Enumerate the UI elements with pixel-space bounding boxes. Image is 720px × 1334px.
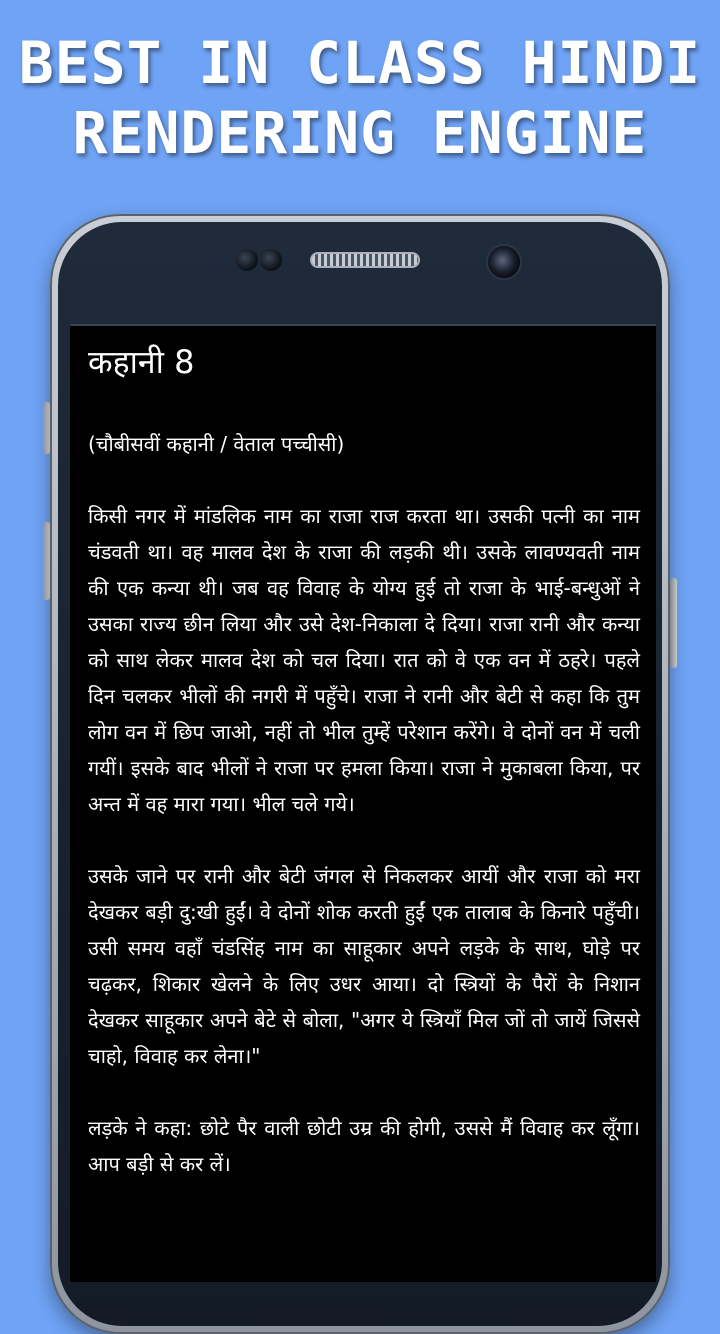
power-button bbox=[670, 578, 677, 668]
story-paragraph: लड़के ने कहा: छोटे पैर वाली छोटी उम्र की होगी, उससे मैं विवाह कर लूँगा। आप बड़ी से कर लें। bbox=[88, 1116, 640, 1176]
story-subtitle: (चौबीसवीं कहानी / वेताल पच्चीसी) bbox=[88, 432, 345, 456]
story-content bbox=[88, 340, 640, 1218]
volume-up-button bbox=[43, 402, 50, 454]
headline-line-2: RENDERING ENGINE bbox=[72, 99, 648, 167]
reader-screen[interactable] bbox=[70, 324, 656, 1282]
headline-line-1: BEST IN CLASS HINDI bbox=[18, 29, 702, 97]
speaker-grille-icon bbox=[310, 252, 420, 268]
promo-headline bbox=[0, 28, 720, 168]
volume-down-button bbox=[43, 522, 50, 600]
front-camera-icon bbox=[486, 244, 522, 280]
light-sensor-icon bbox=[260, 249, 282, 271]
story-title: कहानी 8 bbox=[88, 343, 195, 381]
story-paragraph: किसी नगर में मांडलिक नाम का राजा राज करता था। उसकी पत्नी का नाम चंडवती था। वह मालव देश के राजा की लड़की थी। उसके लावण्यवती नाम की एक कन्या थी। जब वह विवाह के योग्य हुई तो राजा के भाई-बन्धुओं ने उसका राज्य छीन लिया और उसे देश-निकाला दे दिया। राजा रानी और कन्या को साथ लेकर मालव देश को चल दिया। रात को वे एक वन में ठहरे। पहले दिन चलकर भीलों की नगरी में पहुँचे। राजा ने रानी और बेटी से कहा कि तुम लोग वन में छिप जाओ, नहीं तो भील तुम्हें परेशान करेंगे। वे दोनों वन में चली गयीं। इसके बाद भीलों ने राजा पर हमला किया। राजा ने मुकाबला किया, पर अन्त में वह मारा गया। भील चले गये। bbox=[88, 504, 640, 816]
story-paragraph: उसके जाने पर रानी और बेटी जंगल से निकलकर आयीं और राजा को मरा देखकर बड़ी दु:खी हुईं। वे दोनों शोक करती हुईं एक तालाब के किनारे पहुँची। उसी समय वहाँ चंडसिंह नाम का साहूकार अपने लड़के के साथ, घोड़े पर चढ़कर, शिकार खेलने के लिए उधर आया। दो स्त्रियों के पैरों के निशान देखकर साहूकार अपने बेटे से बोला, "अगर ये स्त्रियाँ मिल जों तो जायें जिससे चाहो, विवाह कर लेना।" bbox=[88, 864, 640, 1068]
proximity-sensor-icon bbox=[236, 249, 258, 271]
